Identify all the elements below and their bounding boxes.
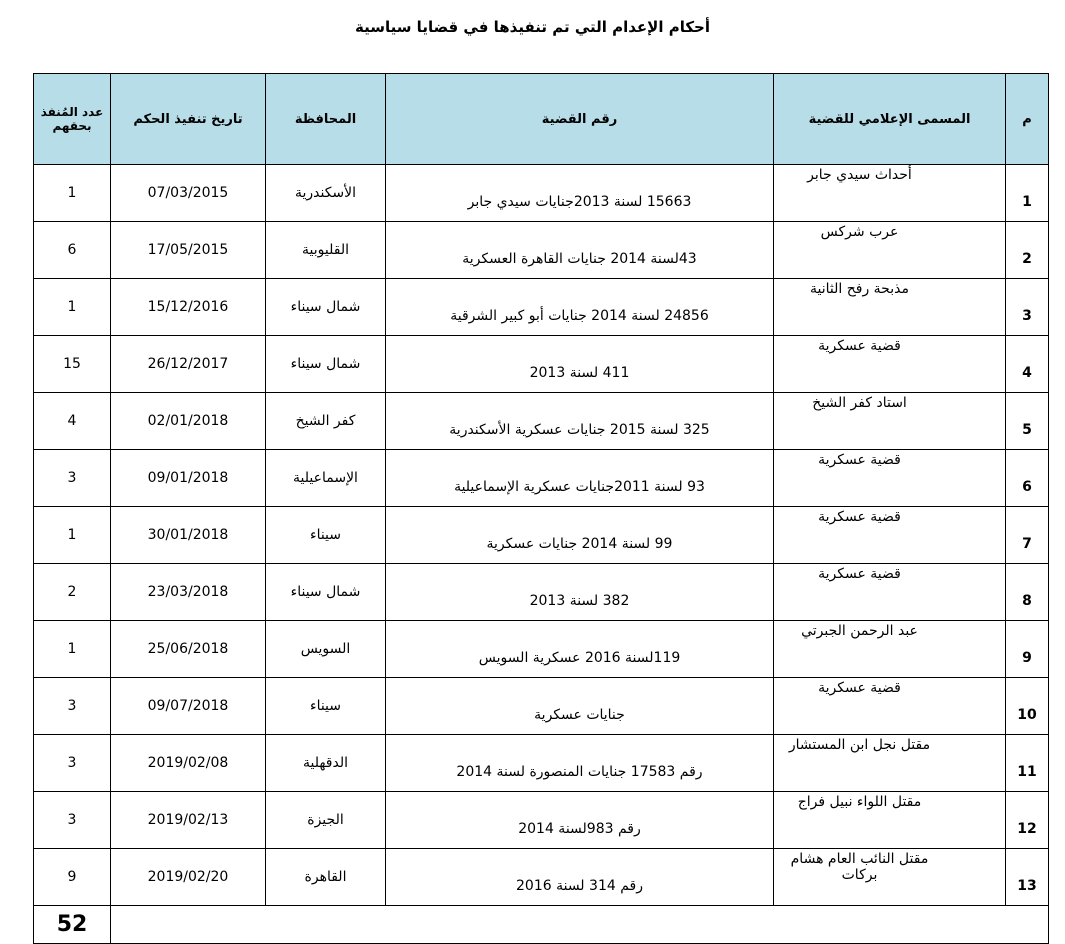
cell-media-name: مقتل اللواء نبيل فراج xyxy=(774,792,1006,849)
cell-case-number: 15663 لسنة 2013جنايات سيدي جابر xyxy=(386,165,774,222)
cell-date: 02/01/2018 xyxy=(111,393,266,450)
cell-index: 2 xyxy=(1006,222,1049,279)
header-governorate: المحافظة xyxy=(266,74,386,165)
cell-case-number: 43لسنة 2014 جنايات القاهرة العسكرية xyxy=(386,222,774,279)
table-title: أحكام الإعدام التي تم تنفيذها في قضايا سياسية xyxy=(354,18,711,36)
cell-date: 25/06/2018 xyxy=(111,621,266,678)
cell-media-name: أحداث سيدي جابر xyxy=(774,165,1006,222)
cell-media-name: قضية عسكرية xyxy=(774,507,1006,564)
cell-count: 3 xyxy=(34,735,111,792)
table-row xyxy=(34,450,1049,507)
table-row xyxy=(34,792,1049,849)
cell-governorate: كفر الشيخ xyxy=(266,393,386,450)
cell-index: 3 xyxy=(1006,279,1049,336)
cell-media-name: مقتل نجل ابن المستشار xyxy=(774,735,1006,792)
cell-index: 13 xyxy=(1006,849,1049,906)
header-row xyxy=(34,74,1049,165)
cell-governorate: سيناء xyxy=(266,678,386,735)
cell-count: 1 xyxy=(34,507,111,564)
cell-media-name: عرب شركس xyxy=(774,222,1006,279)
cell-count: 3 xyxy=(34,678,111,735)
cell-count: 1 xyxy=(34,279,111,336)
cell-case-number: 93 لسنة 2011جنايات عسكرية الإسماعيلية xyxy=(386,450,774,507)
cell-date: 2019/02/13 xyxy=(111,792,266,849)
cell-count: 6 xyxy=(34,222,111,279)
table-row xyxy=(34,393,1049,450)
cell-media-name: قضية عسكرية xyxy=(774,564,1006,621)
cell-governorate: القاهرة xyxy=(266,849,386,906)
cell-date: 15/12/2016 xyxy=(111,279,266,336)
cell-media-name: قضية عسكرية xyxy=(774,450,1006,507)
table-row xyxy=(34,507,1049,564)
cell-case-number: جنايات عسكرية xyxy=(386,678,774,735)
cell-date: 23/03/2018 xyxy=(111,564,266,621)
cell-index: 9 xyxy=(1006,621,1049,678)
cell-case-number: رقم 17583 جنايات المنصورة لسنة 2014 xyxy=(386,735,774,792)
cell-date: 17/05/2015 xyxy=(111,222,266,279)
cell-case-number: 382 لسنة 2013 xyxy=(386,564,774,621)
header-media-name: المسمى الإعلامي للقضية xyxy=(774,74,1006,165)
header-case-number: رقم القضية xyxy=(386,74,774,165)
cell-index: 6 xyxy=(1006,450,1049,507)
cell-case-number: 24856 لسنة 2014 جنايات أبو كبير الشرقية xyxy=(386,279,774,336)
table-row xyxy=(34,222,1049,279)
table-row xyxy=(34,165,1049,222)
cell-media-name: قضية عسكرية xyxy=(774,678,1006,735)
cell-media-name: مذبحة رفح الثانية xyxy=(774,279,1006,336)
header-count: عدد المُنفذ بحقهم xyxy=(34,74,111,165)
cell-case-number: 411 لسنة 2013 xyxy=(386,336,774,393)
cell-governorate: شمال سيناء xyxy=(266,564,386,621)
cell-index: 8 xyxy=(1006,564,1049,621)
cell-governorate: الإسماعيلية xyxy=(266,450,386,507)
cell-media-name: استاد كفر الشيخ xyxy=(774,393,1006,450)
total-empty-cell xyxy=(111,906,1049,944)
cell-governorate: الأسكندرية xyxy=(266,165,386,222)
cell-count: 15 xyxy=(34,336,111,393)
cell-date: 2019/02/08 xyxy=(111,735,266,792)
header-index: م xyxy=(1006,74,1049,165)
cell-governorate: شمال سيناء xyxy=(266,279,386,336)
cell-media-name: مقتل النائب العام هشام بركات xyxy=(774,849,1006,906)
cell-index: 4 xyxy=(1006,336,1049,393)
cell-case-number: 99 لسنة 2014 جنايات عسكرية xyxy=(386,507,774,564)
table-row xyxy=(34,336,1049,393)
cell-index: 12 xyxy=(1006,792,1049,849)
cell-index: 1 xyxy=(1006,165,1049,222)
table-row xyxy=(34,564,1049,621)
cell-index: 10 xyxy=(1006,678,1049,735)
cell-governorate: السويس xyxy=(266,621,386,678)
header-date: تاريخ تنفيذ الحكم xyxy=(111,74,266,165)
cell-governorate: سيناء xyxy=(266,507,386,564)
cell-media-name: قضية عسكرية xyxy=(774,336,1006,393)
table-row xyxy=(34,279,1049,336)
cell-case-number: رقم 314 لسنة 2016 xyxy=(386,849,774,906)
cell-count: 4 xyxy=(34,393,111,450)
cell-date: 09/01/2018 xyxy=(111,450,266,507)
cell-date: 30/01/2018 xyxy=(111,507,266,564)
cell-governorate: الجيزة xyxy=(266,792,386,849)
table-row xyxy=(34,678,1049,735)
cell-index: 5 xyxy=(1006,393,1049,450)
cell-index: 11 xyxy=(1006,735,1049,792)
cell-case-number: رقم 983لسنة 2014 xyxy=(386,792,774,849)
table-row xyxy=(34,621,1049,678)
cell-count: 1 xyxy=(34,165,111,222)
cell-case-number: 119لسنة 2016 عسكرية السويس xyxy=(386,621,774,678)
cell-count: 1 xyxy=(34,621,111,678)
table-row xyxy=(34,735,1049,792)
cell-case-number: 325 لسنة 2015 جنايات عسكرية الأسكندرية xyxy=(386,393,774,450)
cell-date: 2019/02/20 xyxy=(111,849,266,906)
cell-governorate: الدقهلية xyxy=(266,735,386,792)
total-count: 52 xyxy=(34,906,111,944)
executions-table xyxy=(33,73,1049,944)
cell-date: 07/03/2015 xyxy=(111,165,266,222)
table-row xyxy=(34,849,1049,906)
cell-governorate: القليوبية xyxy=(266,222,386,279)
total-row xyxy=(34,906,1049,944)
cell-count: 3 xyxy=(34,792,111,849)
cell-date: 26/12/2017 xyxy=(111,336,266,393)
cell-count: 3 xyxy=(34,450,111,507)
cell-index: 7 xyxy=(1006,507,1049,564)
cell-governorate: شمال سيناء xyxy=(266,336,386,393)
cell-media-name: عبد الرحمن الجبرتي xyxy=(774,621,1006,678)
cell-date: 09/07/2018 xyxy=(111,678,266,735)
cell-count: 9 xyxy=(34,849,111,906)
cell-count: 2 xyxy=(34,564,111,621)
